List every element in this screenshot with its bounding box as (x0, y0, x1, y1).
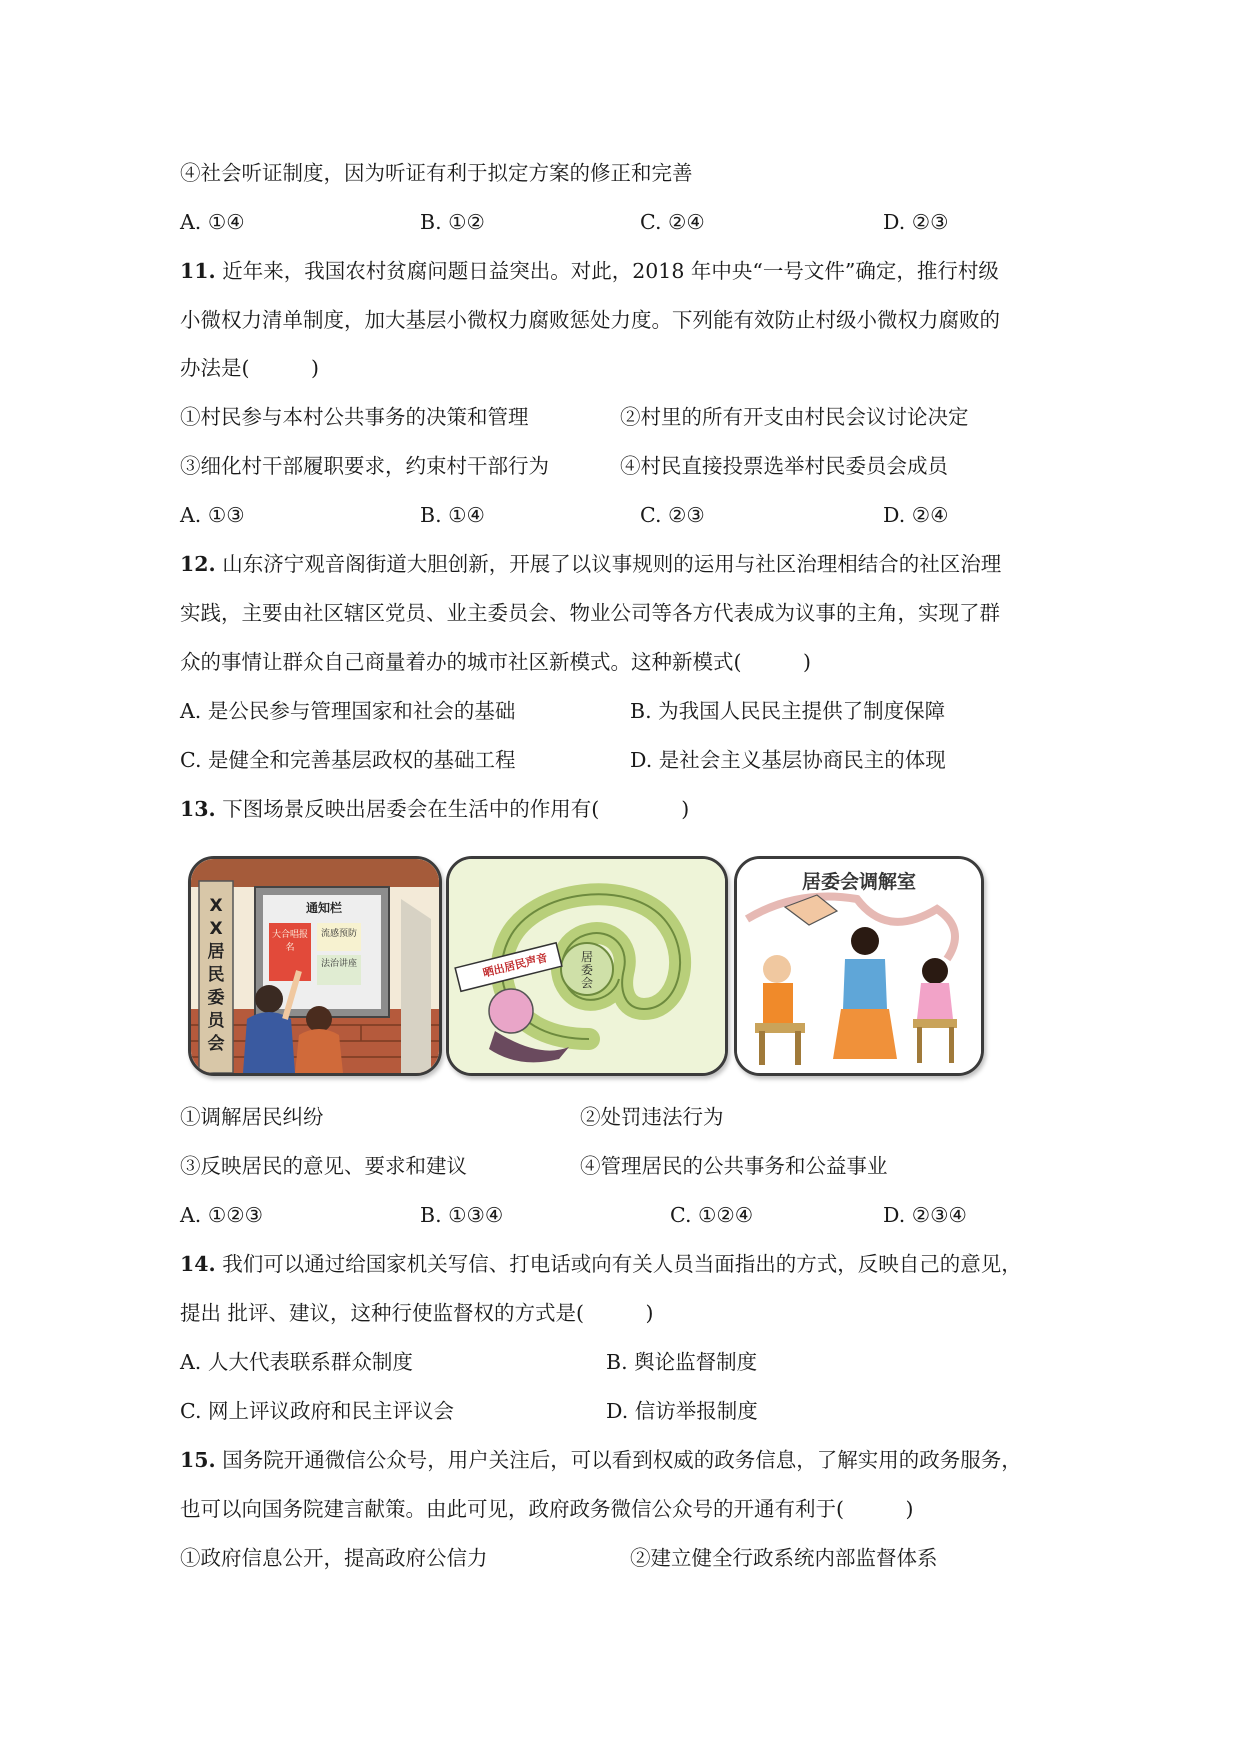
q14-option-d: D. 信访举报制度 (606, 1399, 758, 1423)
q12-option-d: D. 是社会主义基层协商民主的体现 (630, 748, 946, 772)
q13-item-1: ①调解居民纠纷 (180, 1105, 324, 1129)
q13-option-a: A. ①②③ (180, 1203, 263, 1227)
q11-option-c: C. ②③ (640, 503, 705, 527)
q12-stem-line-2: 实践，主要由社区辖区党员、业主委员会、物业公司等各方代表成为议事的主角，实现了群 (180, 601, 1000, 625)
q11-item-4: ④村民直接投票选举村民委员会成员 (620, 454, 948, 478)
q15-item-2: ②建立健全行政系统内部监督体系 (630, 1546, 938, 1570)
q12-option-c: C. 是健全和完善基层政权的基础工程 (180, 748, 516, 772)
q10-option-a: A. ①④ (180, 210, 245, 234)
panel1-poster-1: 大合唱报名 (271, 930, 308, 953)
panel1-poster-2: 流感预防 (320, 929, 357, 939)
q11-item-3: ③细化村干部履职要求，约束村干部行为 (180, 454, 549, 478)
panel3-title: 居委会调解室 (801, 871, 916, 893)
q15-stem-text-1: 国务院开通微信公众号，用户关注后，可以看到权威的政务信息，了解实用的政务服务， (222, 1448, 1022, 1472)
q14-stem-line-1 (180, 1250, 1022, 1278)
q13-item-4: ④管理居民的公共事务和公益事业 (580, 1154, 888, 1178)
q13-option-b: B. ①③④ (420, 1203, 504, 1227)
q12-stem-text-1: 山东济宁观音阁街道大胆创新，开展了以议事规则的运用与社区治理相结合的社区治理 (222, 552, 1002, 576)
q14-stem-text-1: 我们可以通过给国家机关写信、打电话或向有关人员当面指出的方式，反映自己的意见， (222, 1252, 1022, 1276)
q14-number: 14. (180, 1252, 216, 1276)
q12-option-b: B. 为我国人民民主提供了制度保障 (630, 699, 946, 723)
q14-option-c: C. 网上评议政府和民主评议会 (180, 1399, 454, 1423)
q11-number: 11. (180, 259, 216, 283)
q14-stem-line-2: 提出 批评、建议，这种行使监督权的方式是( ) (180, 1301, 654, 1325)
q10-item-4: ④社会听证制度，因为听证有利于拟定方案的修正和完善 (180, 161, 693, 185)
figure-panel-resident-voice (446, 856, 728, 1076)
q10-option-b: B. ①② (420, 210, 485, 234)
panel1-sign: XX居民委员会 (207, 896, 225, 1054)
q10-option-d: D. ②③ (883, 210, 949, 234)
q14-option-b: B. 舆论监督制度 (606, 1350, 758, 1374)
q11-stem-line-2: 小微权力清单制度，加大基层小微权力腐败惩处力度。下列能有效防止村级小微权力腐败的 (180, 308, 1000, 332)
q11-item-1: ①村民参与本村公共事务的决策和管理 (180, 405, 529, 429)
q12-stem-line-3: 众的事情让群众自己商量着办的城市社区新模式。这种新模式( ) (180, 650, 811, 674)
notice-board-illustration (191, 859, 439, 1073)
panel2-center: 居委会 (580, 950, 593, 990)
q15-item-1: ①政府信息公开，提高政府公信力 (180, 1546, 488, 1570)
q13-item-2: ②处罚违法行为 (580, 1105, 724, 1129)
figure-panel-notice-board (188, 856, 442, 1076)
q13-stem-line (180, 795, 689, 823)
q13-option-d: D. ②③④ (883, 1203, 967, 1227)
q11-stem-line-3: 办法是( ) (180, 356, 319, 380)
q14-option-a: A. 人大代表联系群众制度 (180, 1350, 413, 1374)
q12-number: 12. (180, 552, 216, 576)
panel2-banner: 晒出居民声音 (481, 951, 549, 980)
q13-item-3: ③反映居民的意见、要求和建议 (180, 1154, 467, 1178)
q10-option-c: C. ②④ (640, 210, 705, 234)
q13-number: 13. (180, 797, 216, 821)
q12-stem-line-1 (180, 550, 1001, 578)
panel1-board-title: 通知栏 (305, 901, 342, 915)
q11-option-b: B. ①④ (420, 503, 485, 527)
q15-stem-line-1 (180, 1446, 1022, 1474)
panel1-poster-3: 法治讲座 (321, 959, 358, 969)
q11-option-a: A. ①③ (180, 503, 245, 527)
q11-option-d: D. ②④ (883, 503, 949, 527)
q15-number: 15. (180, 1448, 216, 1472)
q11-item-2: ②村里的所有开支由村民会议讨论决定 (620, 405, 969, 429)
q11-stem-line-1 (180, 257, 999, 285)
figure-panel-mediation-room (734, 856, 984, 1076)
q15-stem-line-2: 也可以向国务院建言献策。由此可见，政府政务微信公众号的开通有利于( ) (180, 1497, 914, 1521)
q13-option-c: C. ①②④ (670, 1203, 754, 1227)
q12-option-a: A. 是公民参与管理国家和社会的基础 (180, 699, 516, 723)
q13-stem-text: 下图场景反映出居委会在生活中的作用有( ) (222, 797, 690, 821)
q11-stem-text-1: 近年来，我国农村贫腐问题日益突出。对此，2018 年中央“一号文件”确定，推行村级 (222, 259, 999, 283)
